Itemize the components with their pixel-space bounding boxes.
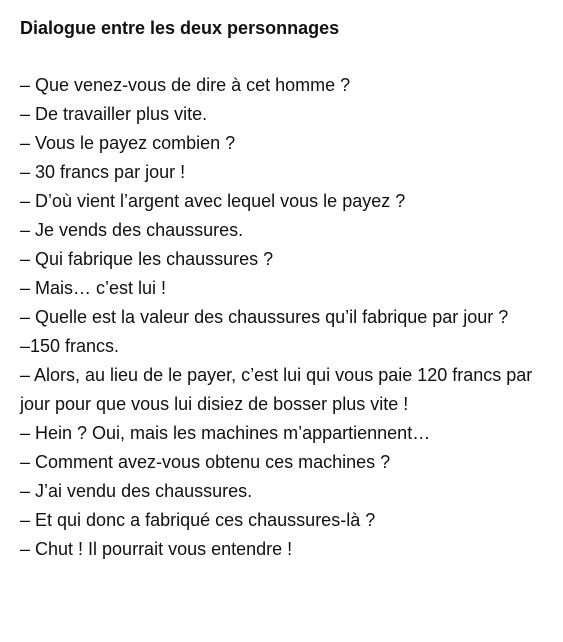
document-title: Dialogue entre les deux personnages [20,18,340,38]
dialogue-line: – J’ai vendu des chaussures. [20,481,253,501]
dialogue-line: – Chut ! Il pourrait vous entendre ! [20,539,293,559]
dialogue-line: – Hein ? Oui, mais les machines m’appartiennent… [20,423,431,443]
dialogue-line: – Mais… c’est lui ! [20,278,167,298]
dialogue-line: –150 francs. [20,336,120,356]
dialogue-line: – Vous le payez combien ? [20,133,236,153]
dialogue-line: – Comment avez-vous obtenu ces machines ? [20,452,391,472]
dialogue-line: – D’où vient l’argent avec lequel vous le payez ? [20,191,406,211]
dialogue-line: – Quelle est la valeur des chaussures qu’il fabrique par jour ? [20,307,509,327]
dialogue-line: – 30 francs par jour ! [20,162,186,182]
dialogue-body [20,71,553,564]
dialogue-line: – Je vends des chaussures. [20,220,244,240]
dialogue-line: – De travailler plus vite. [20,104,208,124]
dialogue-line: – Alors, au lieu de le payer, c’est lui qui vous paie 120 francs par jour pour que vous lui disiez de bosser plus vite ! [20,365,533,414]
dialogue-line: – Que venez-vous de dire à cet homme ? [20,75,351,95]
dialogue-line: – Et qui donc a fabriqué ces chaussures-là ? [20,510,376,530]
dialogue-line: – Qui fabrique les chaussures ? [20,249,274,269]
